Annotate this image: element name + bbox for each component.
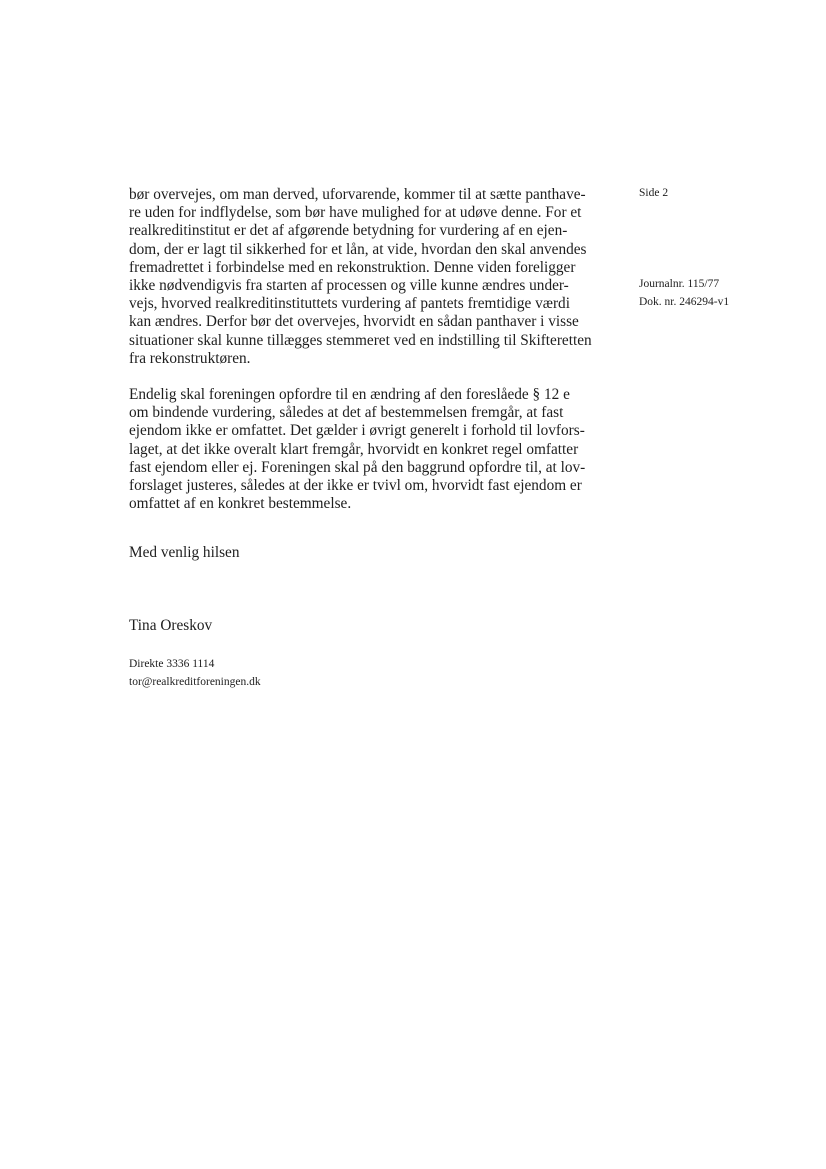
text-line: laget, at det ikke overalt klart fremgår, hvorvidt en konkret regel omfatter — [129, 440, 579, 458]
text-line: situationer skal kunne tillægges stemmeret ved en indstilling til Skifteretten — [129, 331, 592, 349]
journal-number: Journalnr. 115/77 — [639, 278, 720, 290]
email-address: tor@realkreditforeningen.dk — [129, 676, 261, 688]
text-line: fremadrettet i forbindelse med en rekonstruktion. Denne viden foreligger — [129, 258, 576, 276]
text-line: om bindende vurdering, således at det af bestemmelsen fremgår, at fast — [129, 404, 564, 422]
text-line: dom, der er lagt til sikkerhed for et lån, at vide, hvordan den skal anvendes — [129, 240, 587, 258]
text-line: bør overvejes, om man derved, uforvarende, kommer til at sætte panthave- — [129, 186, 586, 203]
closing-greeting: Med venlig hilsen — [129, 544, 240, 561]
text-line: fast ejendom eller ej. Foreningen skal på den baggrund opfordre til, at lov- — [129, 458, 586, 476]
text-line: vejs, hvorved realkreditinstituttets vurdering af pantets fremtidige værdi — [129, 295, 570, 313]
text-line: re uden for indflydelse, som bør have mulighed for at udøve denne. For et — [129, 204, 582, 222]
text-line: kan ændres. Derfor bør det overvejes, hvorvidt en sådan panthaver i visse — [129, 313, 579, 331]
text-line: ikke nødvendigvis fra starten af processen og ville kunne ændres under- — [129, 277, 569, 295]
paragraph-2 — [129, 386, 609, 513]
text-line: fra rekonstruktøren. — [129, 349, 251, 367]
text-line: realkreditinstitut er det af afgørende betydning for vurdering af en ejen- — [129, 222, 568, 240]
page-number: Side 2 — [639, 187, 669, 199]
text-line: ejendom ikke er omfattet. Det gælder i øvrigt generelt i forhold til lovfors- — [129, 422, 585, 440]
contact-block — [129, 655, 261, 691]
signer-name: Tina Oreskov — [129, 617, 213, 634]
paragraph-1 — [129, 186, 609, 368]
document-number: Dok. nr. 246294-v1 — [639, 296, 730, 308]
letter-body — [129, 186, 609, 513]
text-line: forslaget justeres, således at der ikke er tvivl om, hvorvidt fast ejendom er — [129, 477, 582, 495]
text-line: Endelig skal foreningen opfordre til en ændring af den foreslåede § 12 e — [129, 386, 570, 404]
text-line: omfattet af en konkret bestemmelse. — [129, 495, 352, 513]
phone-number: Direkte 3336 1114 — [129, 658, 215, 670]
reference-block — [639, 275, 729, 311]
